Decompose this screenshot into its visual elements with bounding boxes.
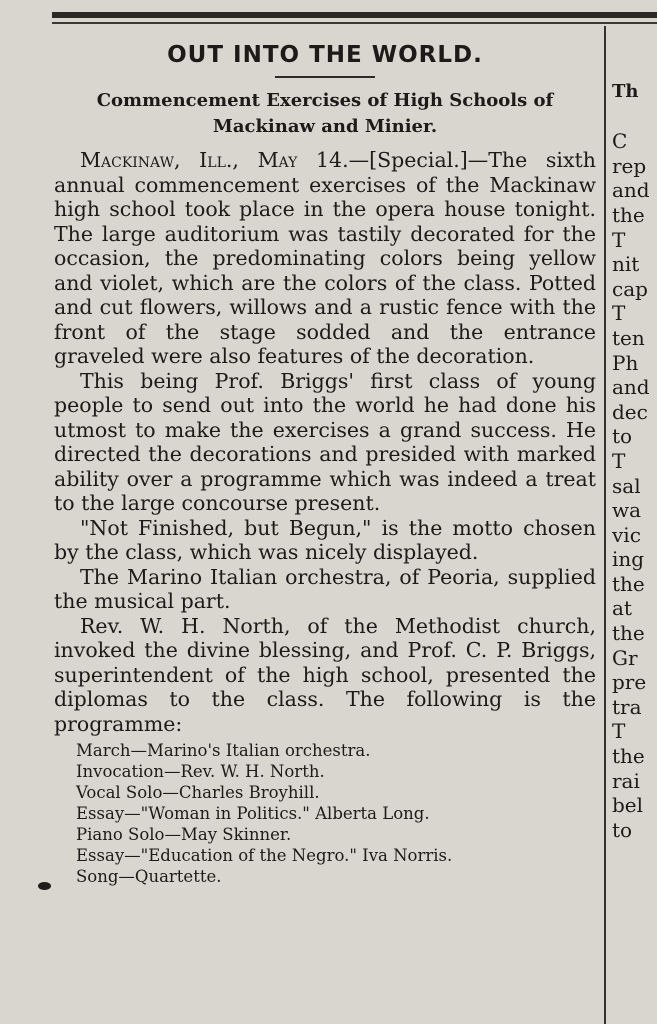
adjacent-line-fragment: and [612,178,650,203]
adjacent-line-fragment: to [612,817,633,842]
adjacent-line-fragment: T [612,719,626,744]
adjacent-line-fragment: to [612,424,633,449]
adjacent-line-fragment: Gr [612,645,638,670]
adjacent-line-fragment: sal [612,473,641,498]
headline-rule [275,76,375,78]
adjacent-line-fragment: vic [612,522,641,547]
programme-list [76,740,596,887]
adjacent-line-fragment: pre [612,670,647,695]
programme-item: Essay—"Education of the Negro." Iva Norris. [76,846,453,865]
adjacent-line-fragment: at [612,596,632,621]
article-paragraph-5: Rev. W. H. North, of the Methodist church, invoked the divine blessing, and Prof. C. P. Briggs, superintendent of the high school, presented the diplomas to the class. The following is the programme: [54,613,596,736]
adjacent-line-fragment: dec [612,399,648,424]
dateline: Mackinaw, Ill., May 14. [80,148,349,172]
adjacent-line-fragment: T [612,227,626,252]
adjacent-line-fragment: T [612,448,626,473]
programme-item: Essay—"Woman in Politics." Alberta Long. [76,804,430,823]
adjacent-column [612,80,657,842]
programme-item: Invocation—Rev. W. H. North. [76,762,325,781]
adjacent-fragments [612,105,657,843]
adjacent-line-fragment: and [612,375,650,400]
adjacent-line-fragment: ing [612,547,645,572]
adjacent-line-fragment: C [612,129,628,154]
article-column [54,36,596,887]
top-rule-thin [52,22,657,24]
adjacent-heading-fragment: Th [612,81,639,102]
article-paragraph-1 [54,148,596,369]
adjacent-line-fragment: Ph [612,350,639,375]
article-deck: Commencement Exercises of High Schools of Mackinaw and Minier. [96,90,554,137]
adjacent-line-fragment: ten [612,325,645,350]
adjacent-line-fragment: the [612,202,645,227]
article-paragraph-2: This being Prof. Briggs' first class of young people to send out into the world he had done his utmost to make the exercises a grand success. He directed the decorations and presided with marked ability over a programme which was indeed a treat to the large concourse present. [54,368,596,515]
adjacent-line-fragment: cap [612,276,648,301]
adjacent-line-fragment [612,105,657,130]
adjacent-line-fragment: bel [612,793,644,818]
adjacent-line-fragment: T [612,301,626,326]
adjacent-line-fragment: the [612,571,645,596]
column-divider [604,26,606,1024]
paragraph-1-text: —[Special.]—The sixth annual commencement exercises of the Mackinaw high school took place in the opera house tonight. The large auditorium was tastily decorated for the occasion, the predominating colors being yellow and violet, which are the colors of the class. Potted and cut flowers, willows and a rustic fence with the front of the stage sodded and the entrance graveled were also features of the decoration. [54,148,596,368]
adjacent-line-fragment: tra [612,694,642,719]
top-rule [52,12,657,18]
adjacent-line-fragment: rep [612,153,647,178]
adjacent-line-fragment: the [612,621,645,646]
ink-blot [38,882,51,890]
article-paragraph-4: The Marino Italian orchestra, of Peoria, supplied the musical part. [54,564,596,613]
programme-item: Vocal Solo—Charles Broyhill. [76,783,320,802]
programme-item: March—Marino's Italian orchestra. [76,741,371,760]
programme-item: Piano Solo—May Skinner. [76,825,292,844]
article-paragraph-3: "Not Finished, but Begun," is the motto chosen by the class, which was nicely displayed. [54,515,596,564]
article-headline: OUT INTO THE WORLD. [167,42,483,68]
adjacent-line-fragment: the [612,744,645,769]
adjacent-line-fragment: wa [612,498,642,523]
adjacent-line-fragment: rai [612,768,640,793]
programme-item: Song—Quartette. [76,867,222,886]
adjacent-line-fragment: nit [612,252,640,277]
